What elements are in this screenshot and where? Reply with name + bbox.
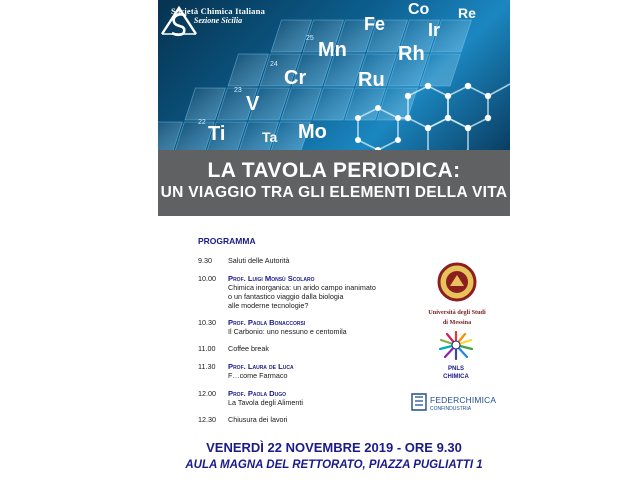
program-speaker: Prof. Paola Dugo xyxy=(228,389,287,398)
element-symbol: Co xyxy=(408,1,430,18)
society-logo xyxy=(158,4,278,25)
program-text: Chimica inorganica: un arido campo inanimato xyxy=(228,283,376,292)
program-text: Coffee break xyxy=(228,344,270,353)
element-symbol: Ta xyxy=(262,129,278,145)
event-poster xyxy=(158,0,510,480)
program-time: 10.30 xyxy=(198,318,216,327)
program-time: 10.00 xyxy=(198,274,216,283)
unime-name-line2: di Messina xyxy=(442,319,472,326)
element-symbol: Fe xyxy=(364,14,386,34)
pnls-logo xyxy=(428,330,484,381)
atomic-number: 22 xyxy=(198,119,206,126)
atomic-number: 25 xyxy=(306,35,314,42)
element-symbol: Ti xyxy=(208,123,226,145)
federchimica-logo xyxy=(410,392,506,417)
federchimica-mark-icon xyxy=(410,392,428,412)
atomic-number: 23 xyxy=(234,87,242,94)
event-venue: AULA MAGNA DEL RETTORATO, PIAZZA PUGLIATTI 1 xyxy=(185,459,483,471)
element-symbol: Ir xyxy=(428,20,441,40)
unime-name-line1: Università degli Studi xyxy=(428,309,486,316)
program-text: Saluti delle Autorità xyxy=(228,256,290,265)
society-section: Sezione Sicilia xyxy=(193,16,243,25)
pnls-sub: CHIMICA xyxy=(443,374,469,380)
hero-banner xyxy=(158,0,510,150)
program-time: 12.00 xyxy=(198,389,216,398)
program-time: 11.00 xyxy=(198,344,216,353)
federchimica-name: FEDERCHIMICA xyxy=(430,395,497,405)
program-text: alle moderne tecnologie? xyxy=(228,301,309,310)
element-symbol: Re xyxy=(458,5,476,21)
element-symbol: Cr xyxy=(284,67,307,89)
poster-title: LA TAVOLA PERIODICA: xyxy=(207,159,461,182)
pnls-name: PNLS xyxy=(447,366,464,372)
element-symbol: Mn xyxy=(318,39,347,61)
program-time: 12.30 xyxy=(198,415,216,424)
program-text: Il Carbonio: uno nessuno e centomila xyxy=(228,327,347,336)
poster-subtitle: UN VIAGGIO TRA GLI ELEMENTI DELLA VITA xyxy=(160,184,508,201)
title-band xyxy=(158,150,510,216)
program-heading: PROGRAMMA xyxy=(198,236,256,246)
element-symbol: Mo xyxy=(298,121,327,143)
unime-logo xyxy=(414,262,500,327)
program-text: o un fantastico viaggio dalla biologia xyxy=(228,292,344,301)
program-text: F…come Farmaco xyxy=(228,371,288,380)
program-time: 11.30 xyxy=(198,362,216,371)
element-symbol: V xyxy=(246,93,260,115)
society-name: Società Chimica Italiana xyxy=(170,6,266,16)
element-symbol: Rh xyxy=(398,43,425,65)
program-text: La Tavola degli Alimenti xyxy=(228,398,303,407)
sci-emblem-icon xyxy=(158,4,200,38)
program-speaker: Prof. Laura de Luca xyxy=(228,362,294,371)
program-time: 9.30 xyxy=(198,256,212,265)
program-speaker: Prof. Paola Bonaccorsi xyxy=(228,318,306,327)
atomic-number: 24 xyxy=(270,61,278,68)
federchimica-sub: CONFINDUSTRIA xyxy=(430,406,472,412)
event-date: VENERDÌ 22 NOVEMBRE 2019 - ORE 9.30 xyxy=(206,440,462,455)
program-text: Chiusura dei lavori xyxy=(228,415,288,424)
university-seal-icon xyxy=(437,262,477,302)
program-speaker: Prof. Luigi Monsù Scolaro xyxy=(228,274,315,283)
element-symbol: Ru xyxy=(358,69,385,91)
pnls-burst-icon xyxy=(437,330,475,360)
